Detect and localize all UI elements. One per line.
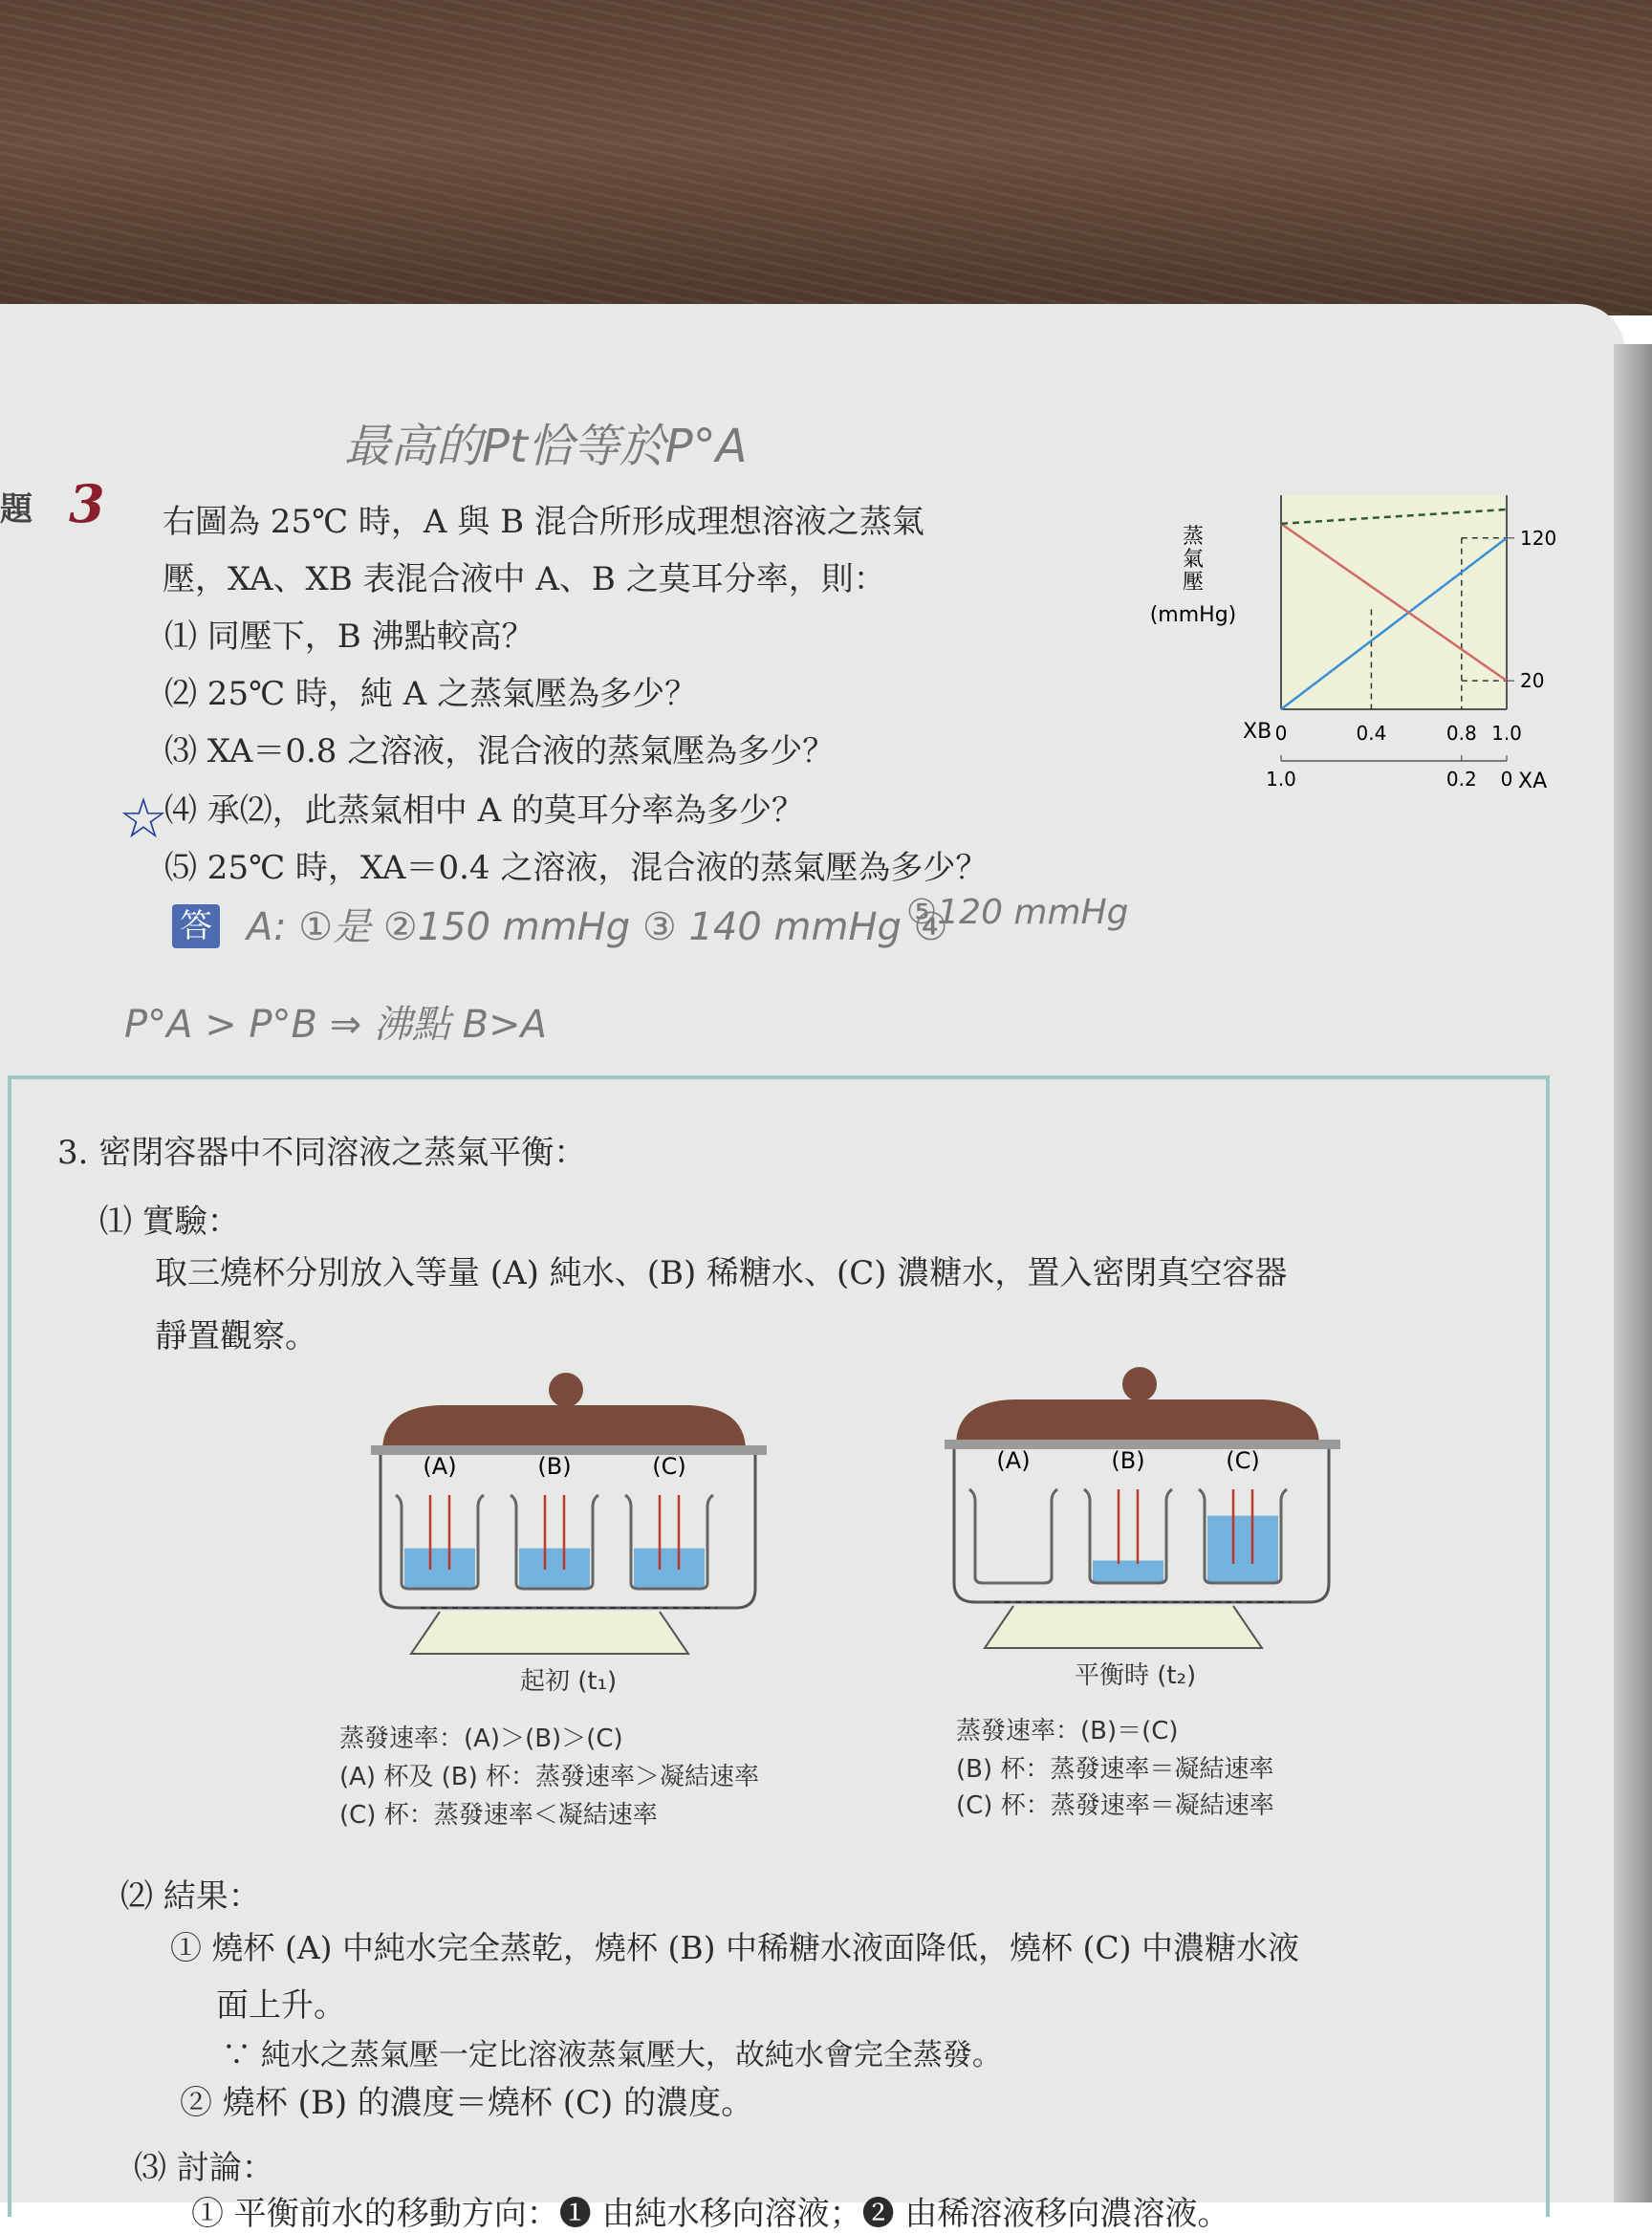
water-0: [404, 1549, 475, 1589]
caption-equilibrium: 平衡時 (t₂): [1075, 1661, 1197, 1690]
ytick-label-0: 120: [1520, 526, 1557, 550]
water-1: [1093, 1561, 1163, 1584]
result-1-line1: ① 燒杯 (A) 中純水完全蒸乾，燒杯 (B) 中稀糖水液面降低，燒杯 (C) 中濃糖水液: [170, 1929, 1300, 1966]
note-left-1: 蒸發速率：(A)＞(B)＞(C): [339, 1724, 623, 1753]
desk-background: [0, 0, 1652, 315]
question-2: ⑵ 25℃ 時，純 A 之蒸氣壓為多少？: [164, 675, 698, 713]
note-right-1: 蒸發速率：(B)＝(C): [956, 1717, 1179, 1746]
example-intro-line1: 右圖為 25℃ 時，A 與 B 混合所形成理想溶液之蒸氣: [163, 503, 924, 541]
handwritten-answer: A: ①是 ②150 mmHg ③ 140 mmHg ④: [247, 905, 948, 949]
container-lid: [956, 1399, 1319, 1445]
result-2: ② 燒杯 (B) 的濃度＝燒杯 (C) 的濃度。: [180, 2084, 754, 2122]
note-right-2: (B) 杯：蒸發速率＝凝結速率: [956, 1755, 1274, 1784]
example-label: 題: [0, 490, 33, 529]
handwritten-boiling-note: P°A > P°B ⇒ 沸點 B>A: [124, 1003, 547, 1047]
caption-initial: 起初 (t₁): [520, 1667, 618, 1696]
beaker-label-0: (A): [423, 1453, 457, 1480]
water-1: [519, 1549, 590, 1589]
question-5: ⑸ 25℃ 時，XA＝0.4 之溶液，混合液的蒸氣壓為多少？: [164, 849, 989, 887]
beaker-0: [969, 1489, 1057, 1583]
beaker-label-1: (B): [537, 1453, 572, 1480]
chart-ylabel-2: 氣: [1182, 548, 1205, 572]
question-1: ⑴ 同壓下，B 沸點較高？: [164, 618, 534, 656]
stand: [411, 1612, 688, 1654]
xa-tick-label-0: 1.0: [1266, 768, 1296, 791]
experiment-heading: ⑴ 實驗：: [99, 1203, 240, 1241]
xb-tick-label-2: 0.8: [1446, 722, 1477, 745]
xb-tick-label-1: 0.4: [1356, 722, 1387, 745]
experiment-text-1: 取三燒杯分別放入等量 (A) 純水、(B) 稀糖水、(C) 濃糖水，置入密閉真空容器: [155, 1254, 1288, 1292]
water-2: [1207, 1516, 1278, 1584]
container-lid: [382, 1405, 746, 1451]
star-mark-icon: ☆: [119, 786, 168, 851]
handwritten-note-top: 最高的Pt恰等於P°A: [344, 420, 748, 473]
answer-badge: 答: [172, 904, 220, 948]
lid-knob: [549, 1373, 583, 1407]
note-right-3: (C) 杯：蒸發速率＝凝結速率: [956, 1791, 1274, 1820]
ytick-label-1: 20: [1520, 669, 1545, 693]
experiment-text-2: 靜置觀察。: [155, 1317, 317, 1356]
example-number: 3: [69, 473, 105, 534]
xa-tick-label-1: 0.2: [1446, 768, 1477, 791]
beaker-label-0: (A): [996, 1447, 1031, 1474]
apparatus-initial-figure: [363, 1367, 784, 1682]
beaker-label-1: (B): [1111, 1447, 1145, 1474]
question-3: ⑶ XA＝0.8 之溶液，混合液的蒸氣壓為多少？: [164, 732, 836, 770]
example-intro-line2: 壓，XA、XB 表混合液中 A、B 之莫耳分率，則：: [163, 560, 886, 598]
xa-tick-label-2: 0: [1500, 768, 1513, 791]
question-4: ⑷ 承⑵，此蒸氣相中 A 的莫耳分率為多少？: [164, 792, 804, 830]
note-left-3: (C) 杯：蒸發速率＜凝結速率: [339, 1801, 658, 1830]
beaker-label-2: (C): [1226, 1447, 1260, 1474]
water-2: [634, 1549, 705, 1589]
chart-ylabel-unit: (mmHg): [1149, 603, 1237, 627]
result-heading: ⑵ 結果：: [120, 1877, 261, 1916]
result-1-line2: 面上升。: [216, 1986, 346, 2025]
apparatus-equilibrium-figure: [937, 1361, 1358, 1677]
handwritten-answer-5: ⑤120 mmHg: [906, 893, 1129, 932]
xb-tick-label-0: 0: [1274, 722, 1288, 745]
vapor-pressure-chart: [1147, 478, 1557, 813]
note-left-2: (A) 杯及 (B) 杯：蒸發速率＞凝結速率: [339, 1763, 759, 1791]
discussion-heading: ⑶ 討論：: [134, 2149, 274, 2187]
xb-axis-label: XB: [1243, 720, 1272, 744]
discussion-partial: ① 平衡前水的移動方向：❶ 由純水移向溶液；❷ 由稀溶液移向濃溶液。: [191, 2195, 1230, 2233]
chart-ylabel-1: 蒸: [1182, 525, 1205, 549]
beaker-label-2: (C): [652, 1453, 686, 1480]
page-spine: [1614, 344, 1652, 2202]
xa-axis-label: XA: [1518, 770, 1548, 793]
xb-tick-label-3: 1.0: [1491, 722, 1522, 745]
chart-ylabel-3: 壓: [1182, 571, 1205, 595]
result-because: ∵ 純水之蒸氣壓一定比溶液蒸氣壓大，故純水會完全蒸發。: [222, 2038, 1002, 2072]
stand: [985, 1606, 1262, 1648]
section3-title: 3. 密閉容器中不同溶液之蒸氣平衡：: [57, 1134, 587, 1172]
lid-knob: [1122, 1367, 1157, 1401]
